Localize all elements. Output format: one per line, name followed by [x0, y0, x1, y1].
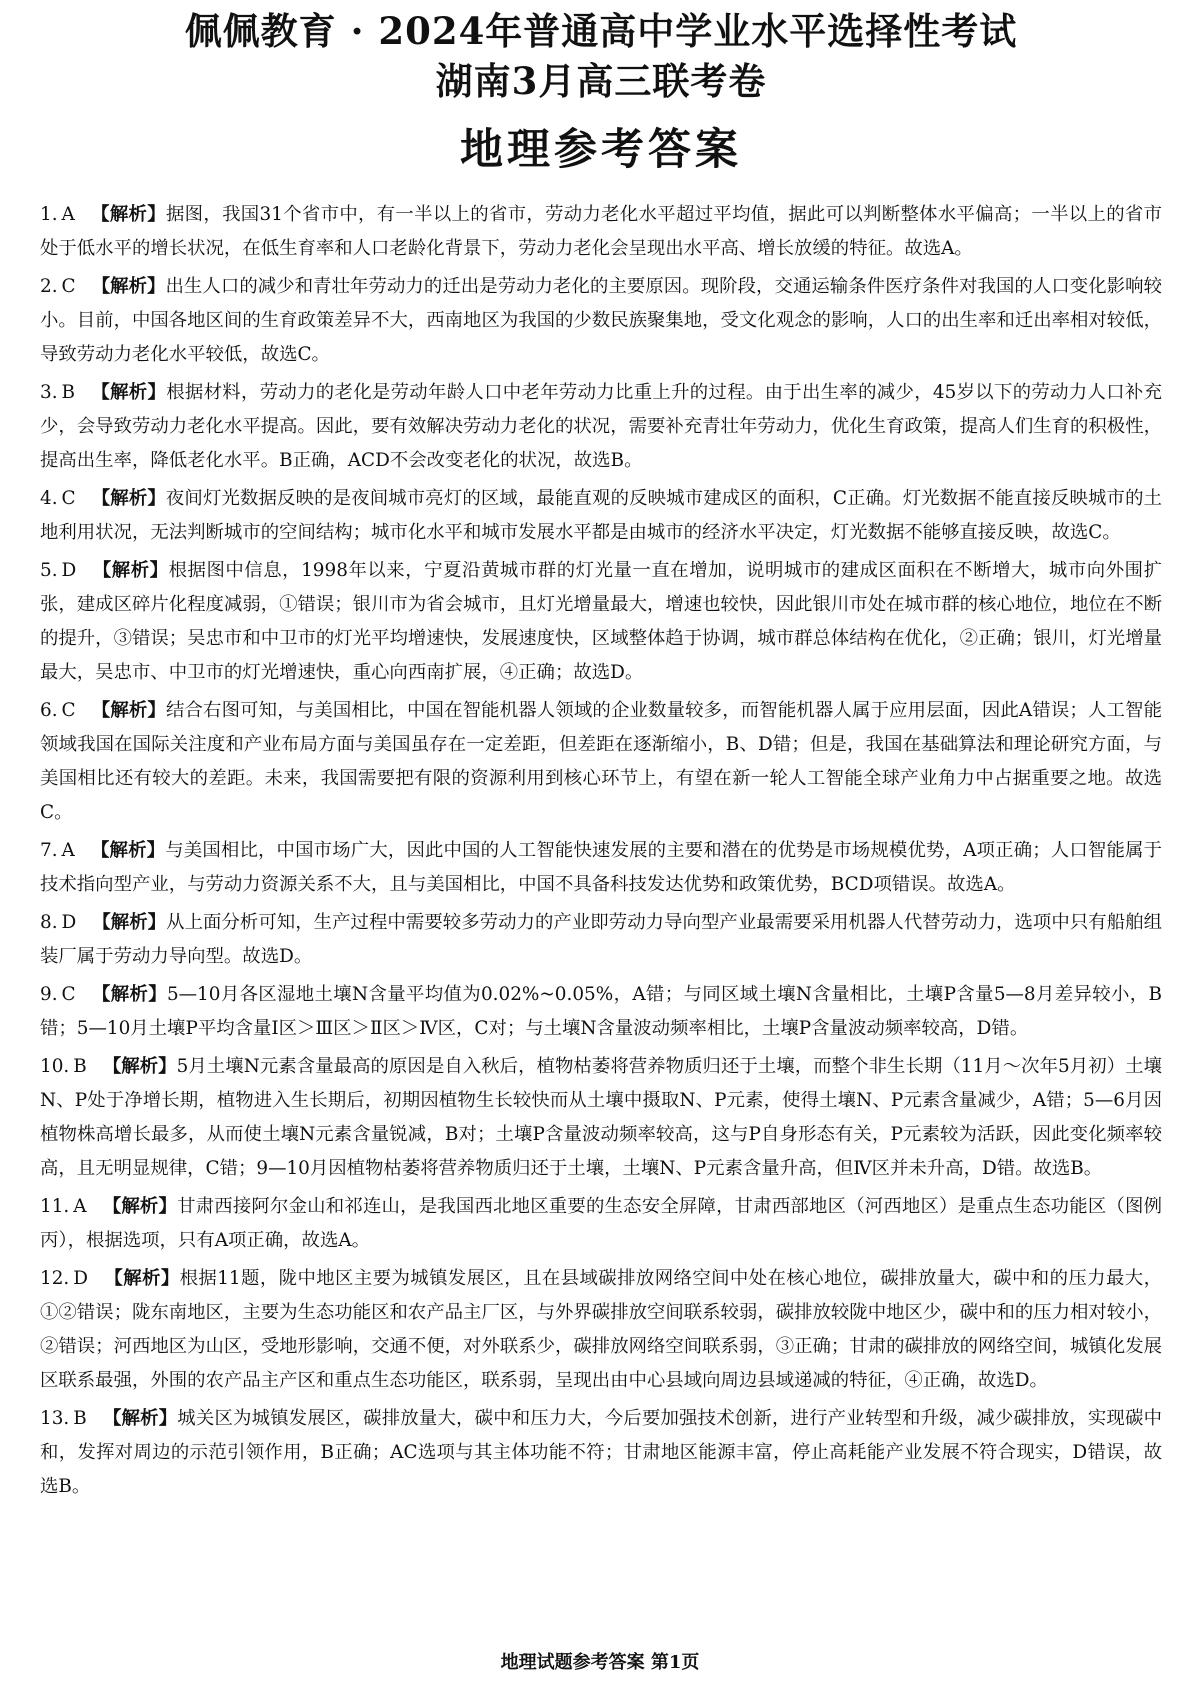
answer-choice: C: [61, 700, 76, 721]
analysis-tag: 【解析】: [102, 1056, 177, 1077]
analysis-tag: 【解析】: [102, 1408, 178, 1429]
analysis-tag: 【解析】: [102, 1196, 178, 1217]
page-footer: 地理试题参考答案 第1页: [500, 1652, 700, 1673]
answer-number: 9.: [40, 984, 58, 1005]
answer-item: [40, 554, 1162, 690]
answer-item: [40, 906, 1162, 974]
analysis-text: 出生人口的减少和青壮年劳动力的迁出是劳动力老化的主要原因。现阶段，交通运输条件医疗条件对我国的人口变化影响较小。目前，中国各地区间的生育政策差异不大，西南地区为我国的少数民族聚集地，受文化观念的影响，人口的出生率和迁出率相对较低，导致劳动力老化水平较低，故选C。: [40, 276, 1162, 365]
answer-number: 12.: [40, 1268, 70, 1289]
answer-number: 8.: [40, 912, 58, 933]
answer-number: 5.: [40, 560, 58, 581]
answer-choice: C: [61, 488, 76, 509]
answer-item: [40, 198, 1162, 266]
analysis-text: 从上面分析可知，生产过程中需要较多劳动力的产业即劳动力导向型产业最需要采用机器人代替劳动力，选项中只有船舶组装厂属于劳动力导向型。故选D。: [40, 912, 1162, 967]
answer-item: [40, 978, 1162, 1046]
analysis-tag: 【解析】: [91, 488, 166, 509]
analysis-text: 据图，我国31个省市中，有一半以上的省市，劳动力老化水平超过平均值，据此可以判断整体水平偏高；一半以上的省市处于低水平的增长状况，在低生育率和人口老龄化背景下，劳动力老化会呈现出水平高、增长放缓的特征。故选A。: [40, 204, 1162, 259]
document-header: [40, 0, 1162, 180]
analysis-text: 根据11题，陇中地区主要为城镇发展区，且在县域碳排放网络空间中处在核心地位，碳排放量大，碳中和的压力最大，①②错误；陇东南地区，主要为生态功能区和农产品主厂区，与外界碳排放空间联系较弱，碳排放较陇中地区少，碳中和的压力相对较小，②错误；河西地区为山区，受地形影响，交通不便，对外联系少，碳排放网络空间联系弱，③正确；甘肃的碳排放的网络空间，城镇化发展区联系最强，外围的农产品主产区和重点生态功能区，联系弱，呈现出由中心县域向周边县域递减的特征，④正确，故选D。: [40, 1268, 1162, 1391]
answer-choice: D: [73, 1268, 88, 1289]
answer-item: [40, 1050, 1162, 1186]
answer-item: [40, 834, 1162, 902]
answer-item: [40, 1402, 1162, 1504]
answer-item: [40, 270, 1162, 372]
analysis-tag: 【解析】: [91, 276, 166, 297]
answer-number: 1.: [40, 204, 58, 225]
exam-title: 佩佩教育 · 2024年普通高中学业水平选择性考试: [184, 9, 1018, 53]
answer-item: [40, 1262, 1162, 1398]
analysis-text: 城关区为城镇发展区，碳排放量大，碳中和压力大，今后要加强技术创新，进行产业转型和升级，减少碳排放，实现碳中和，发挥对周边的示范引领作用，B正确；AC选项与其主体功能不符；甘肃地区能源丰富，停止高耗能产业发展不符合现实，D错误，故选B。: [40, 1408, 1162, 1497]
analysis-tag: 【解析】: [90, 840, 166, 861]
answer-number: 10.: [40, 1056, 70, 1077]
answer-number: 2.: [40, 276, 58, 297]
analysis-tag: 【解析】: [91, 700, 166, 721]
answer-number: 7.: [40, 840, 58, 861]
subject-title: 地理参考答案: [460, 125, 742, 175]
answer-number: 11.: [40, 1196, 70, 1217]
answer-number: 13.: [40, 1408, 70, 1429]
answer-item: [40, 694, 1162, 830]
answer-choice: A: [73, 1196, 87, 1217]
analysis-tag: 【解析】: [90, 204, 166, 225]
answer-choice: B: [73, 1056, 87, 1077]
answer-item: [40, 376, 1162, 478]
analysis-tag: 【解析】: [92, 912, 167, 933]
answer-number: 4.: [40, 488, 58, 509]
analysis-tag: 【解析】: [92, 560, 169, 581]
answer-choice: A: [61, 204, 75, 225]
answer-choice: A: [61, 840, 75, 861]
answer-choice: B: [73, 1408, 87, 1429]
analysis-text: 夜间灯光数据反映的是夜间城市亮灯的区域，最能直观的反映城市建成区的面积，C正确。灯光数据不能直接反映城市的土地利用状况，无法判断城市的空间结构；城市化水平和城市发展水平都是由城市的经济水平决定，灯光数据不能够直接反映，故选C。: [40, 488, 1162, 543]
analysis-text: 5月土壤N元素含量最高的原因是自入秋后，植物枯萎将营养物质归还于土壤，而整个非生长期（11月～次年5月初）土壤N、P处于净增长期，植物进入生长期后，初期因植物生长较快而从土壤中摄取N、P元素，使得土壤N、P元素含量减少，A错；5—6月因植物株高增长最多，从而使土壤N元素含量锐减，B对；土壤P含量波动频率较高，这与P自身形态有关，P元素较为活跃，因此变化频率较高，且无明显规律，C错；9—10月因植物枯萎将营养物质归还于土壤，土壤N、P元素含量升高，但Ⅳ区并未升高，D错。故选B。: [40, 1056, 1162, 1179]
answer-item: [40, 482, 1162, 550]
answer-number: 3.: [40, 382, 58, 403]
analysis-tag: 【解析】: [91, 382, 167, 403]
answer-list: [40, 198, 1162, 1504]
analysis-text: 根据图中信息，1998年以来，宁夏沿黄城市群的灯光量一直在增加，说明城市的建成区面积在不断增大，城市向外围扩张，建成区碎片化程度减弱，①错误；银川市为省会城市，且灯光增量最大，增速也较快，因此银川市处在城市群的核心地位，地位在不断的提升，③错误；吴忠市和中卫市的灯光平均增速快，发展速度快，区域整体趋于协调，城市群总体结构在优化，②正确；银川，灯光增量最大，吴忠市、中卫市的灯光增速快，重心向西南扩展，④正确；故选D。: [40, 560, 1162, 683]
answer-number: 6.: [40, 700, 58, 721]
analysis-text: 结合右图可知，与美国相比，中国在智能机器人领域的企业数量较多，而智能机器人属于应用层面，因此A错误；人工智能领域我国在国际关注度和产业布局方面与美国虽存在一定差距，但差距在逐渐缩小，B、D错；但是，我国在基础算法和理论研究方面，与美国相比还有较大的差距。未来，我国需要把有限的资源利用到核心环节上，有望在新一轮人工智能全球产业角力中占据重要之地。故选C。: [40, 700, 1162, 823]
analysis-tag: 【解析】: [91, 984, 167, 1005]
exam-subtitle: 湖南3月高三联考卷: [435, 59, 767, 103]
analysis-text: 根据材料，劳动力的老化是劳动年龄人口中老年劳动力比重上升的过程。由于出生率的减少，45岁以下的劳动力人口补充少，会导致劳动力老化水平提高。因此，要有效解决劳动力老化的状况，需要补充青壮年劳动力，优化生育政策，提高人们生育的积极性，提高出生率，降低老化水平。B正确，ACD不会改变老化的状况，故选B。: [40, 382, 1162, 471]
answer-choice: B: [61, 382, 76, 403]
analysis-text: 甘肃西接阿尔金山和祁连山，是我国西北地区重要的生态安全屏障，甘肃西部地区（河西地区）是重点生态功能区（图例丙），根据选项，只有A项正确，故选A。: [40, 1196, 1162, 1251]
analysis-text: 5—10月各区湿地土壤N含量平均值为0.02%~0.05%，A错；与同区域土壤N含量相比，土壤P含量5—8月差异较小，B错；5—10月土壤P平均含量Ⅰ区＞Ⅲ区＞Ⅱ区＞Ⅳ区，C对；与土壤N含量波动频率相比，土壤P含量波动频率较高，D错。: [40, 984, 1162, 1039]
answer-item: [40, 1190, 1162, 1258]
answer-choice: D: [61, 912, 77, 933]
answer-choice: C: [61, 984, 76, 1005]
analysis-tag: 【解析】: [104, 1268, 180, 1289]
answer-choice: D: [61, 560, 77, 581]
analysis-text: 与美国相比，中国市场广大，因此中国的人工智能快速发展的主要和潜在的优势是市场规模优势，A项正确；人口智能属于技术指向型产业，与劳动力资源关系不大，且与美国相比，中国不具备科技发达优势和政策优势，BCD项错误。故选A。: [40, 840, 1162, 895]
answer-choice: C: [61, 276, 76, 297]
